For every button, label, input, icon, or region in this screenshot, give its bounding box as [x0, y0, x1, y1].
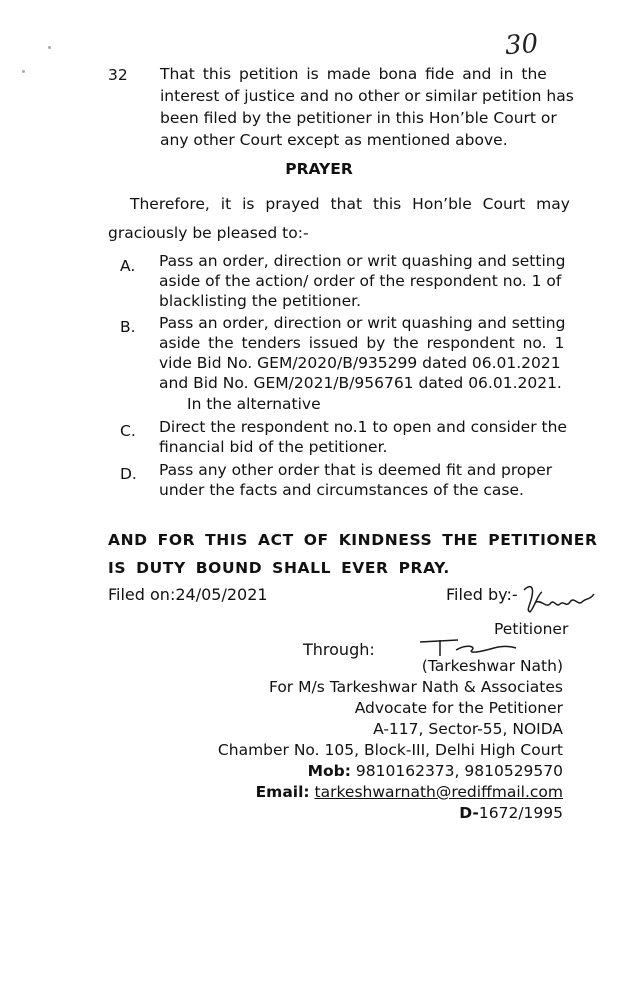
prayer-item-line: under the facts and circumstances of the case. — [159, 481, 524, 499]
through-label: Through: — [303, 640, 375, 659]
prayer-item-line: vide Bid No. GEM/2020/B/935299 dated 06.01.2021 — [159, 354, 561, 372]
prayer-item-a — [159, 251, 565, 311]
page-number: 30 — [503, 28, 540, 62]
prayer-item-line: Pass an order, direction or writ quashing and setting — [159, 314, 566, 332]
paragraph-line: That this petition is made bona fide and in the — [160, 65, 547, 83]
prayer-item-letter: D. — [120, 465, 137, 483]
prayer-intro-continued: graciously be pleased to:- — [108, 224, 309, 242]
paragraph-32 — [160, 63, 574, 151]
filed-on-date: Filed on:24/05/2021 — [108, 585, 268, 604]
prayer-item-line: Direct the respondent no.1 to open and consider the — [159, 418, 567, 436]
closing-line: IS DUTY BOUND SHALL EVER PRAY. — [108, 559, 450, 577]
scan-speck — [22, 70, 25, 73]
petitioner-label: Petitioner — [494, 620, 569, 638]
filed-by-label: Filed by:- — [446, 585, 518, 604]
email-line — [256, 783, 563, 801]
petitioner-signature — [520, 582, 600, 622]
firm-address: A-117, Sector-55, NOIDA — [373, 720, 563, 738]
prayer-item-letter: C. — [120, 422, 136, 440]
prayer-item-letter: B. — [120, 318, 136, 336]
enrolment-value: 1672/1995 — [478, 804, 563, 822]
mobile-label: Mob: — [307, 762, 351, 780]
mobile-numbers — [308, 762, 563, 780]
paragraph-line: interest of justice and no other or similar petition has — [160, 87, 574, 105]
email-link[interactable]: tarkeshwarnath@rediffmail.com — [314, 783, 563, 801]
mobile-value: 9810162373, 9810529570 — [350, 762, 563, 780]
firm-name: For M/s Tarkeshwar Nath & Associates — [268, 678, 563, 696]
paragraph-number: 32 — [108, 66, 128, 84]
prayer-heading: PRAYER — [285, 160, 353, 178]
prayer-item-line: Pass any other order that is deemed fit and proper — [159, 461, 553, 479]
prayer-item-c — [159, 417, 567, 457]
prayer-item-line: financial bid of the petitioner. — [159, 438, 388, 456]
prayer-item-d — [159, 460, 552, 500]
chamber-address: Chamber No. 105, Block-III, Delhi High Court — [217, 741, 563, 759]
prayer-item-b — [159, 313, 565, 393]
advocate-name: (Tarkeshwar Nath) — [421, 657, 563, 675]
prayer-item-line: and Bid No. GEM/2021/B/956761 dated 06.01.2021. — [159, 374, 562, 392]
alternative-label: In the alternative — [187, 395, 321, 413]
paragraph-line: any other Court except as mentioned above. — [160, 131, 508, 149]
advocate-role: Advocate for the Petitioner — [354, 699, 563, 717]
prayer-item-line: aside of the action/ order of the respondent no. 1 of — [159, 272, 562, 290]
closing-line: AND FOR THIS ACT OF KINDNESS THE PETITIONER — [108, 531, 598, 549]
prayer-intro: Therefore, it is prayed that this Hon’ble Court may — [130, 195, 570, 213]
email-label: Email: — [255, 783, 310, 801]
scan-speck — [48, 46, 51, 49]
enrolment-number — [459, 804, 563, 822]
prayer-item-line: Pass an order, direction or writ quashing and setting — [159, 252, 566, 270]
prayer-item-line: aside the tenders issued by the respondent no. 1 — [159, 334, 565, 352]
prayer-item-line: blacklisting the petitioner. — [159, 292, 362, 310]
paragraph-line: been filed by the petitioner in this Hon’ble Court or — [160, 109, 557, 127]
prayer-item-letter: A. — [120, 257, 136, 275]
enrolment-prefix: D- — [459, 804, 479, 822]
